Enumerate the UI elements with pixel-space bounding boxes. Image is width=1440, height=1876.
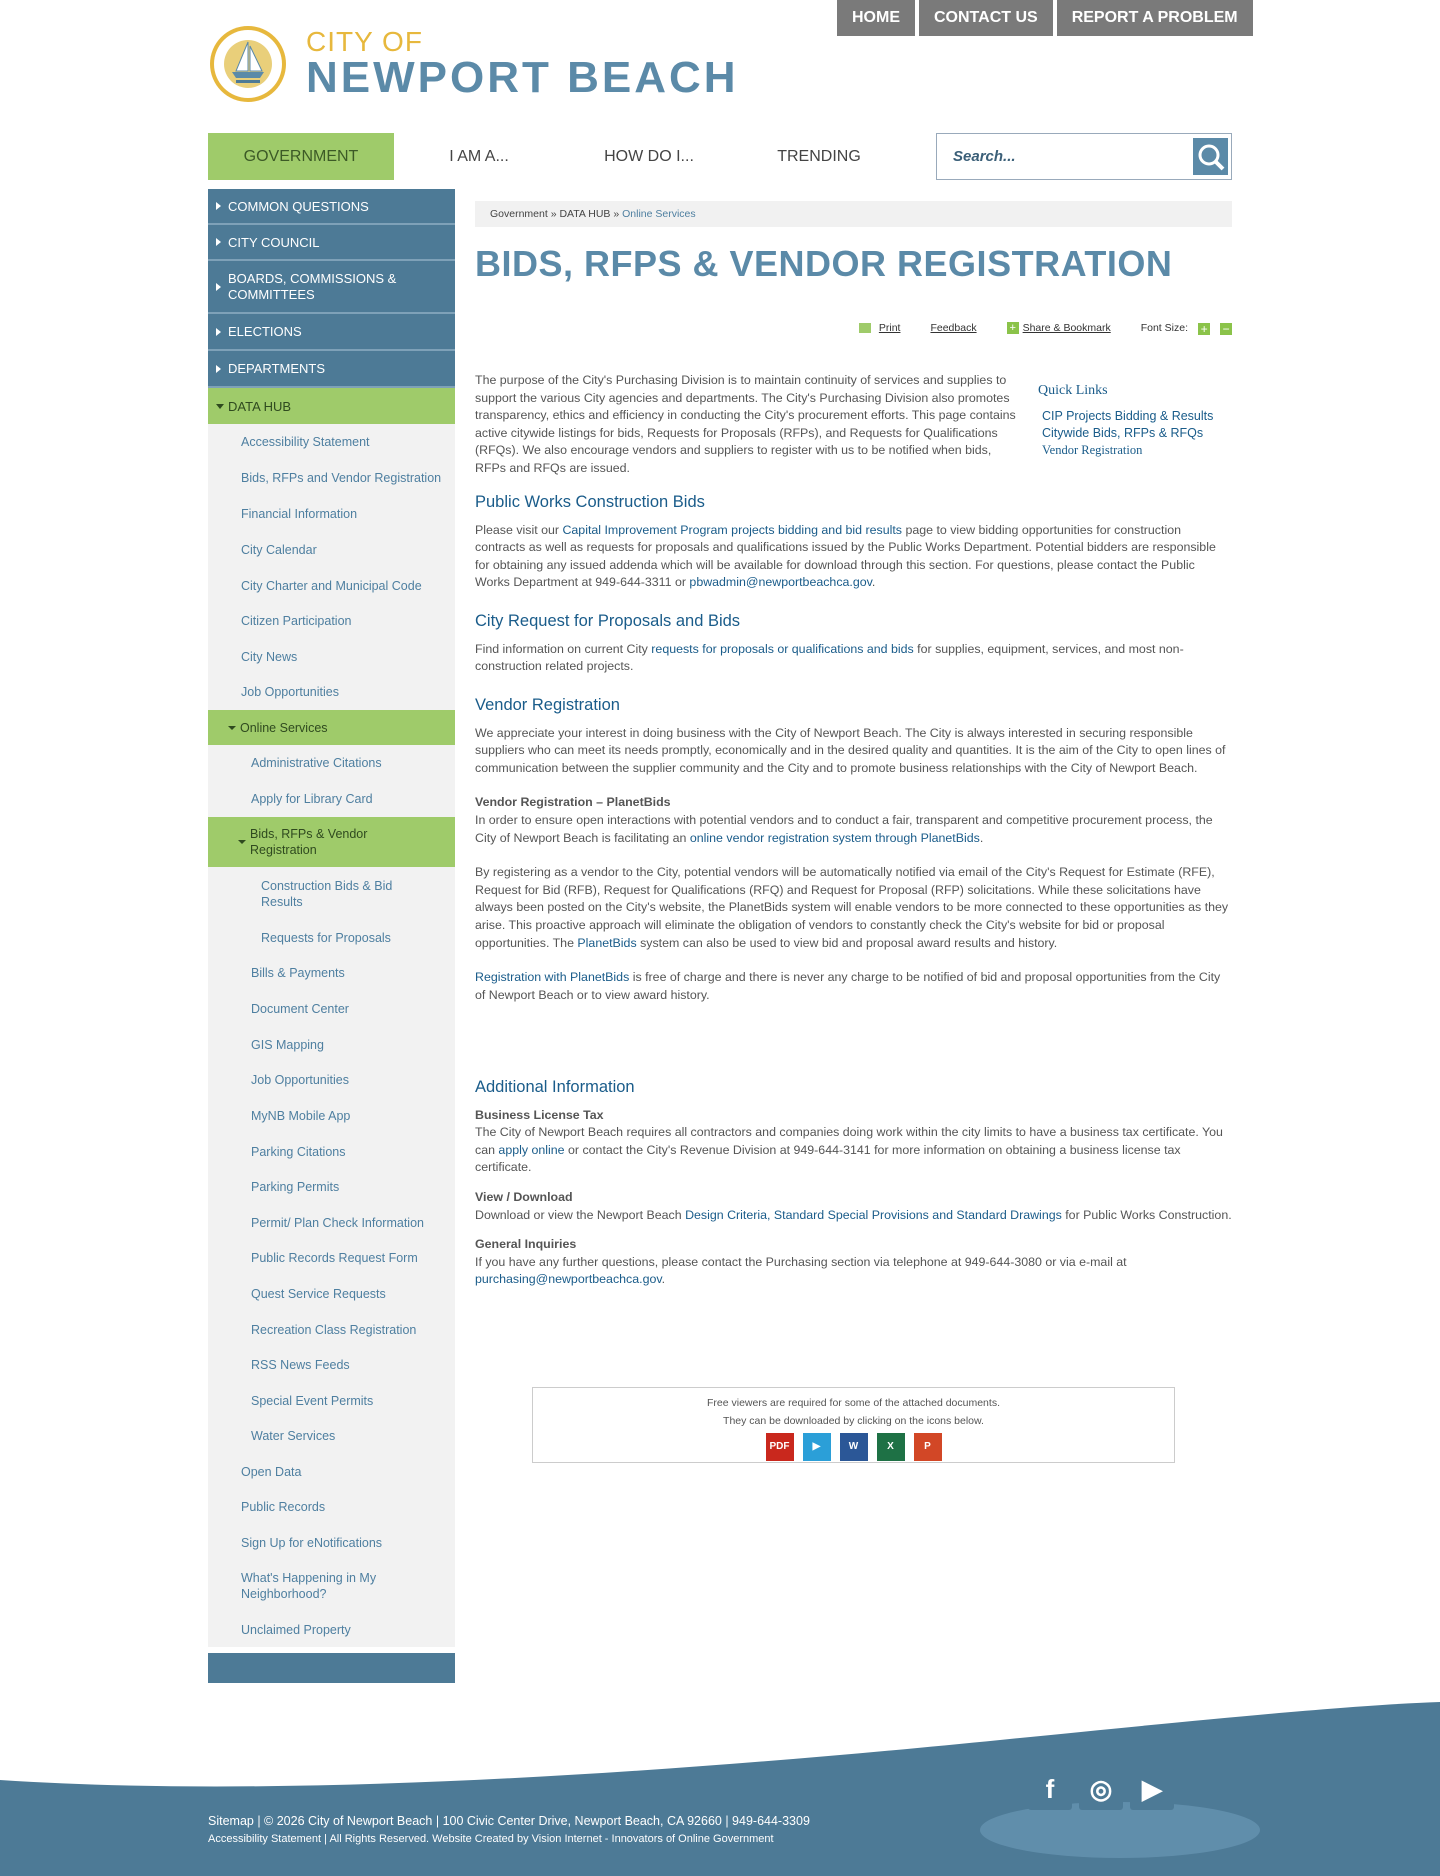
text: By registering as a vendor to the City, potential vendors will be automatically notified via email of the City's Request for Estimate (RFE), Request for Bid (RFB), Request for Qualifications (RFQ) and Request for Proposal (RFP) solicitations. While these solicitations have always been posted on the City's website, the PlanetBids system will enable vendors to be more connected to these opportunities as they arise. This proactive approach will eliminate the obligation of vendors to constantly check the City's website for bid or proposal opportunities. The (475, 865, 1229, 950)
sidebar-online-documents[interactable]: Document Center (208, 991, 455, 1027)
sidebar-online-bills[interactable]: Bills & Payments (208, 955, 455, 991)
sidebar-item-departments[interactable]: DEPARTMENTS (208, 351, 455, 388)
main-content (475, 201, 1232, 1452)
sidebar-sub-charter[interactable]: City Charter and Municipal Code (208, 568, 455, 603)
sidebar-sub-citizen[interactable]: Citizen Participation (208, 603, 455, 639)
sidebar (208, 189, 455, 1683)
breadcrumb-sep: » (550, 208, 557, 220)
breadcrumb-online-services[interactable]: Online Services (622, 208, 696, 220)
intro-section (475, 372, 1232, 478)
section-text (475, 812, 1232, 847)
search-box[interactable] (936, 133, 1232, 180)
section-text (475, 969, 1232, 1004)
nav-trending[interactable]: TRENDING (777, 148, 861, 165)
sidebar-sub-enotifications[interactable]: Sign Up for eNotifications (208, 1525, 455, 1560)
sidebar-online-special-events[interactable]: Special Event Permits (208, 1383, 455, 1418)
text: Find information on current City (475, 641, 652, 656)
font-increase-icon[interactable]: + (1198, 323, 1210, 335)
sidebar-online-rss[interactable]: RSS News Feeds (208, 1347, 455, 1383)
section-vendor (475, 697, 1232, 1004)
sidebar-online-gis[interactable]: GIS Mapping (208, 1027, 455, 1062)
home-link[interactable]: HOME (837, 0, 915, 36)
section-heading: City Request for Proposals and Bids (475, 612, 741, 630)
plus-icon: + (1007, 322, 1019, 334)
vd-heading: View / Download (475, 1189, 573, 1204)
search-input[interactable]: Search... (953, 148, 1016, 165)
facebook-icon[interactable]: f (1028, 1768, 1072, 1810)
city-seal-icon (208, 24, 288, 104)
text: is free of charge and there is never any charge to be notified of bid and proposal opportunities from the City of Newport Beach or to view award history. (475, 970, 1221, 1002)
pw-email-link[interactable]: pbwadmin@newportbeachca.gov (689, 575, 872, 590)
quick-links-title: Quick Links (1038, 383, 1108, 398)
sidebar-sub-online-services[interactable] (208, 710, 455, 745)
sidebar-online-jobs[interactable]: Job Opportunities (208, 1062, 455, 1098)
footer-line-1: Sitemap | © 2026 City of Newport Beach | 100 Civic Center Drive, Newport Beach, CA 92660 | 949-644-3309 (208, 1814, 810, 1828)
apply-online-link[interactable]: apply online (498, 1142, 565, 1157)
sidebar-online-bids-label: Bids, RFPs & Vendor Registration (250, 827, 368, 857)
section-text (475, 864, 1232, 952)
font-size-label: Font Size: (1140, 322, 1188, 334)
text: . (871, 575, 876, 590)
text: . (661, 1272, 666, 1287)
sidebar-sub-bids[interactable]: Bids, RFPs and Vendor Registration (208, 460, 455, 496)
sidebar-item-elections[interactable]: ELECTIONS (208, 314, 455, 351)
instagram-icon[interactable]: ◎ (1079, 1768, 1123, 1810)
contact-us-link[interactable]: CONTACT US (919, 0, 1053, 36)
media-player-icon[interactable]: ▶ (803, 1433, 831, 1461)
sidebar-sub-news[interactable]: City News (208, 639, 455, 674)
sidebar-sub-calendar[interactable]: City Calendar (208, 532, 455, 568)
intro-text: The purpose of the City's Purchasing Division is to maintain continuity of services and supplies to support the various City agencies and departments. The City's Purchasing Division also promotes transparency, ethics and efficiency in conducting the City's procurement efforts. This page contains active citywide listings for bids, Requests for Proposals (RFPs), and Requests for Qualifications (RFQs). We also encourage vendors and suppliers to register with us to be notified when bids, RFPs and RFQs are issued. (475, 373, 1016, 475)
planetbids-link[interactable]: PlanetBids (577, 935, 637, 950)
free-viewers-box (532, 1387, 1175, 1463)
search-button[interactable] (1193, 138, 1228, 175)
search-icon (1193, 138, 1228, 175)
text: Please visit our (475, 522, 563, 537)
text: The City of Newport Beach requires all contractors and companies doing work within the city limits to have a business tax certificate. You can (475, 1125, 1223, 1157)
sidebar-item-city-council[interactable]: CITY COUNCIL (208, 225, 455, 261)
section-text (475, 1207, 1232, 1225)
feedback-link[interactable]: Feedback (930, 322, 977, 334)
footer-text (208, 1812, 810, 1848)
adobe-reader-icon[interactable]: PDF (766, 1433, 794, 1461)
design-criteria-link[interactable]: Design Criteria, Standard Special Provisions and Standard Drawings (685, 1207, 1062, 1222)
sidebar-online-parking-citations[interactable]: Parking Citations (208, 1134, 455, 1169)
chevron-down-icon (238, 840, 246, 844)
planetbids-system-link[interactable]: online vendor registration system through PlanetBids (689, 830, 980, 845)
word-viewer-icon[interactable]: W (840, 1433, 868, 1461)
purchasing-email-link[interactable]: purchasing@newportbeachca.gov (475, 1272, 662, 1287)
sidebar-online-public-records[interactable]: Public Records Request Form (208, 1240, 455, 1276)
sidebar-item-common-questions[interactable]: COMMON QUESTIONS (208, 189, 455, 225)
page-title: BIDS, RFPS & VENDOR REGISTRATION (475, 243, 1173, 284)
gi-heading: General Inquiries (475, 1237, 577, 1252)
text: or contact the City's Revenue Division at 949-644-3141 for more information on obtaining a business license tax certificate. (475, 1142, 1181, 1175)
sidebar-online-mynb[interactable]: MyNB Mobile App (208, 1098, 455, 1134)
nav-government[interactable]: GOVERNMENT (208, 133, 394, 180)
utility-nav (837, 0, 1253, 36)
quick-link-vendor-registration[interactable]: Vendor Registration (1042, 442, 1143, 457)
text: . (979, 830, 984, 845)
section-text (475, 641, 1232, 676)
blt-heading: Business License Tax (475, 1107, 604, 1122)
sidebar-item-data-hub[interactable]: DATA HUB (208, 388, 455, 424)
sidebar-bids-construction[interactable]: Construction Bids & Bid Results (208, 867, 455, 920)
excel-viewer-icon[interactable]: X (877, 1433, 905, 1461)
section-heading: Additional Information (475, 1078, 635, 1096)
section-text (475, 522, 1232, 592)
text: Download or view the Newport Beach (475, 1207, 686, 1222)
sidebar-online-bids[interactable] (208, 817, 455, 867)
sidebar-sub-unclaimed[interactable]: Unclaimed Property (208, 1612, 455, 1647)
breadcrumb (475, 201, 1232, 227)
text: page to view bidding opportunities for construction contracts as well as requests for proposals and qualifications issued by the Public Works Department. Potential bidders are responsible for obtaining any issued addenda which will be available for download through this section. For questions, please contact the Public Works Department at 949-644-3311 or (475, 522, 1216, 590)
social-links (1028, 1768, 1174, 1810)
breadcrumb-government[interactable]: Government (490, 208, 548, 220)
breadcrumb-sep: » (613, 208, 620, 220)
section-heading: Public Works Construction Bids (475, 493, 705, 511)
breadcrumb-data-hub[interactable]: DATA HUB (559, 208, 611, 220)
logo-city-of: CITY OF (306, 26, 423, 57)
youtube-icon[interactable]: ▶ (1130, 1768, 1174, 1810)
nav-how-do-i[interactable]: HOW DO I... (604, 148, 694, 165)
quick-link-citywide-bids[interactable]: Citywide Bids, RFPs & RFQs (1042, 425, 1204, 440)
section-text (475, 1124, 1232, 1177)
sidebar-sub-open-data[interactable]: Open Data (208, 1454, 455, 1489)
sidebar-sub-neighborhood[interactable]: What's Happening in My Neighborhood? (208, 1560, 455, 1612)
font-decrease-icon[interactable]: − (1220, 323, 1232, 335)
sidebar-online-permit[interactable]: Permit/ Plan Check Information (208, 1205, 455, 1240)
main-nav (208, 133, 904, 180)
text: If you have any further questions, please contact the Purchasing section via telephone at 949-644-3080 or via e-mail at (475, 1254, 1127, 1269)
section-public-works (475, 494, 1232, 592)
print-label: Print (878, 322, 901, 334)
section-heading: Vendor Registration (475, 696, 620, 714)
logo-name: NEWPORT BEACH (306, 53, 739, 102)
site-logo[interactable] (208, 24, 739, 104)
section-additional (475, 1079, 1232, 1289)
sidebar-footer (208, 1653, 455, 1683)
text: In order to ensure open interactions with potential vendors and to conduct a fair, transparent and competitive procurement process, the City of Newport Beach is facilitating an (475, 812, 1213, 845)
sidebar-sub-public-records[interactable]: Public Records (208, 1489, 455, 1525)
page-tools (829, 320, 1232, 338)
footer-wave (0, 1690, 1440, 1876)
rfp-link[interactable]: requests for proposals or qualifications and bids (651, 641, 914, 656)
sidebar-online-library[interactable]: Apply for Library Card (208, 781, 455, 817)
sidebar-bids-rfp[interactable]: Requests for Proposals (208, 920, 455, 955)
powerpoint-viewer-icon[interactable]: P (914, 1433, 942, 1461)
text: for supplies, equipment, services, and most non-construction related projects. (475, 641, 1184, 674)
chevron-down-icon (228, 726, 236, 730)
nav-i-am-a[interactable]: I AM A... (449, 148, 509, 165)
sidebar-online-quest[interactable]: Quest Service Requests (208, 1276, 455, 1312)
text: system can also be used to view bid and proposal award results and history. (636, 935, 1058, 950)
footer-line-2: Accessibility Statement | All Rights Reserved. Website Created by Vision Internet - Innovators of Online Government (208, 1833, 774, 1845)
quick-link-cip[interactable]: CIP Projects Bidding & Results (1042, 408, 1214, 423)
viewers-line-1: Free viewers are required for some of the attached documents. (707, 1397, 1000, 1409)
printer-icon (859, 323, 871, 333)
report-a-problem-link[interactable]: REPORT A PROBLEM (1057, 0, 1253, 36)
section-rfp (475, 613, 1232, 676)
share-label: Share & Bookmark (1022, 322, 1111, 334)
print-button[interactable] (859, 320, 901, 338)
quick-links (1038, 382, 1238, 459)
sidebar-online-parking-permits[interactable]: Parking Permits (208, 1169, 455, 1205)
vendor-subheading: Vendor Registration – PlanetBids (475, 795, 671, 810)
vendor-intro: We appreciate your interest in doing business with the City of Newport Beach. The City is always interested in securing responsible suppliers who can meet its needs promptly, economically and in the desired quality and quantities. It is the aim of the City to open lines of communication between the supplier community and the City and to promote business relationships with the City of Newport Beach. (475, 725, 1226, 775)
sidebar-sub-jobs[interactable]: Job Opportunities (208, 674, 455, 710)
cip-link[interactable]: Capital Improvement Program projects bidding and bid results (562, 522, 903, 537)
share-bookmark-button[interactable] (1007, 320, 1111, 338)
sidebar-sub-online-services-label: Online Services (240, 720, 328, 735)
sidebar-online-recreation[interactable]: Recreation Class Registration (208, 1312, 455, 1347)
registration-planetbids-link[interactable]: Registration with PlanetBids (475, 970, 630, 985)
sidebar-item-boards[interactable]: BOARDS, COMMISSIONS & COMMITTEES (208, 261, 455, 314)
text: for Public Works Construction. (1061, 1207, 1232, 1222)
sidebar-online-admin-citations[interactable]: Administrative Citations (208, 745, 455, 781)
section-text (475, 1254, 1232, 1289)
viewers-line-2: They can be downloaded by clicking on the icons below. (723, 1415, 984, 1427)
sidebar-sub-financial[interactable]: Financial Information (208, 496, 455, 532)
sidebar-sub-accessibility[interactable]: Accessibility Statement (208, 424, 455, 460)
sidebar-online-water[interactable]: Water Services (208, 1418, 455, 1454)
